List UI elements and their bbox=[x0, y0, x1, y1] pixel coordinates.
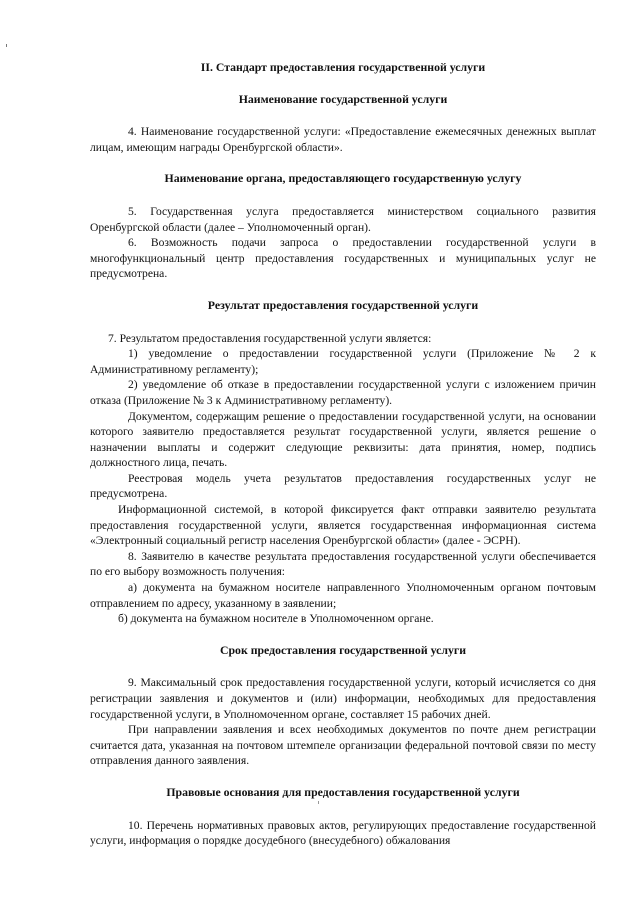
paragraph: 8. Заявителю в качестве результата предоставления государственной услуги обеспечивается по его выбору возможность получения: bbox=[90, 549, 596, 579]
paragraph: Документом, содержащим решение о предоставлении государственной услуги, на основании которого заявителю предоставляется результат государственной услуги, является решение о назначении выплаты и содержит следующие реквизиты: дата принятия, номер, подпись должностного лица, печать. bbox=[90, 409, 596, 470]
paragraph: 7. Результатом предоставления государственной услуги является: bbox=[108, 331, 432, 345]
paragraph: 4. Наименование государственной услуги: «Предоставление ежемесячных денежных выплат лицам, имеющим награды Оренбургской области». bbox=[90, 125, 596, 154]
paragraph: 5. Государственная услуга предоставляется министерством социального развития Оренбургской области (далее – Уполномоченный орган). bbox=[90, 204, 596, 234]
section-title: II. Стандарт предоставления государственной услуги bbox=[200, 60, 486, 74]
paragraph: Реестровая модель учета результатов предоставления государственных услуг не предусмотрена. bbox=[90, 471, 596, 501]
list-item: 1) уведомление о предоставлении государственной услуги (Приложение № 2 к Административному регламенту); bbox=[90, 347, 596, 376]
list-item: 2) уведомление об отказе в предоставлении государственной услуги с изложением причин отказа (Приложение № 3 к Административному регламенту). bbox=[90, 378, 596, 407]
heading-legal-basis: Правовые основания для предоставления государственной услуги bbox=[166, 784, 520, 799]
heading-service-name: Наименование государственной услуги bbox=[238, 91, 448, 106]
heading-service-term: Срок предоставления государственной услуги bbox=[219, 642, 467, 657]
list-item: б) документа на бумажном носителе в Уполномоченном органе. bbox=[118, 612, 434, 626]
list-item: а) документа на бумажном носителе направленного Уполномоченным органом почтовым отправлением по адресу, указанному в заявлении; bbox=[90, 581, 596, 610]
paragraph: 6. Возможность подачи запроса о предоставлении государственной услуги в многофункциональный центр предоставления государственных и муниципальных услуг не предусмотрена. bbox=[90, 236, 596, 281]
scan-mark bbox=[6, 44, 7, 47]
paragraph: При направлении заявления и всех необходимых документов по почте днем регистрации считается дата, указанная на почтовом штемпеле организации федеральной почтовой связи по месту отправления данного заявления. bbox=[90, 723, 596, 768]
heading-service-authority: Наименование органа, предоставляющего государственную услугу bbox=[164, 171, 522, 186]
paragraph: Информационной системой, в которой фиксируется факт отправки заявителю результата предоставления государственной услуги, является государственная информационная система «Электронный социальный регистр населения Оренбургской области» (далее - ЭСРН). bbox=[90, 503, 596, 548]
paragraph: 9. Максимальный срок предоставления государственной услуги, который исчисляется со дня регистрации заявления и документов и (или) информации, необходимых для предоставления государственной услуги, в Уполномоченном органе, составляет 15 рабочих дней. bbox=[90, 676, 596, 721]
paragraph: 10. Перечень нормативных правовых актов, регулирующих предоставление государственной услуги, информация о порядке досудебного (внесудебного) обжалования bbox=[90, 818, 596, 848]
document-body bbox=[90, 60, 596, 849]
heading-service-result: Результат предоставления государственной услуги bbox=[207, 297, 479, 312]
